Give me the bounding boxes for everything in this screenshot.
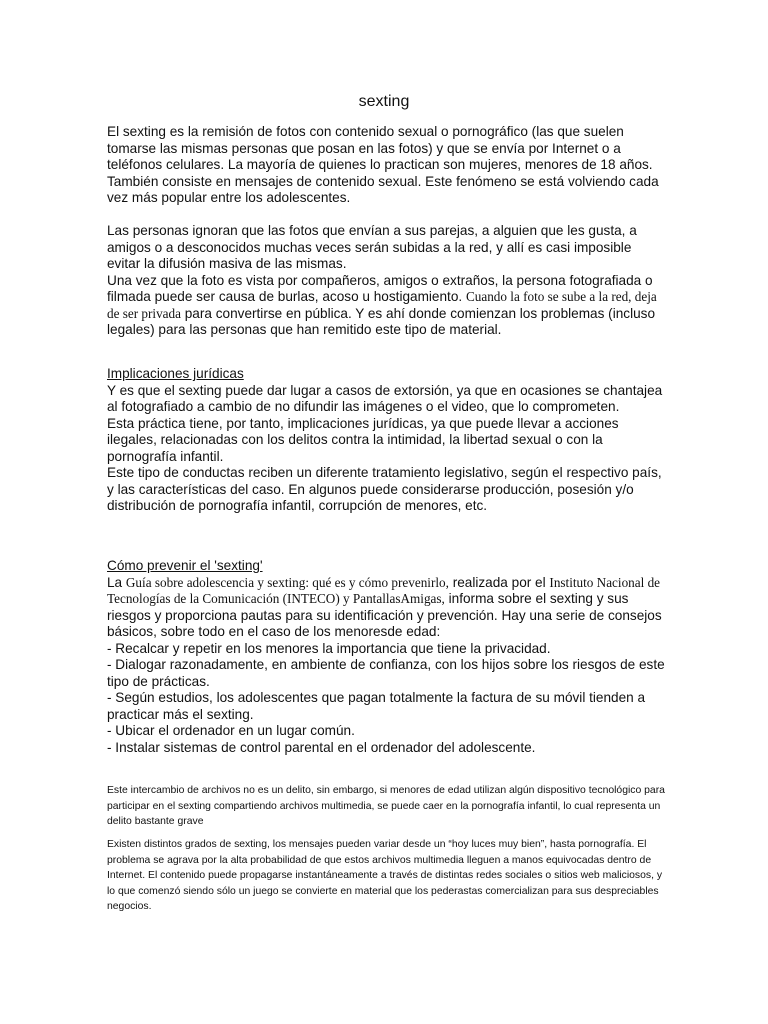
prevent-institute: Instituto Nacional de Tecnologías de la Comunicación (INTECO) y PantallasAmigas, [107, 574, 661, 606]
intro-text-2: Las personas ignoran que las fotos que envían a sus parejas, a alguien que les gusta, a amigos o a desconocidos muchas veces serán subidas a la red, y allí es casi imposible evitar la difusión masiva de las mismas. [107, 223, 637, 271]
prevent-made-by: realizada por el [452, 574, 546, 590]
intro-text-1: El sexting es la remisión de fotos con contenido sexual o pornográfico (las que suelen tomarse las mismas personas que posan en las fotos) y que se envía por Internet o a teléfonos celulares. La mayoría de quienes lo practican son mujeres, menores de 18 años. También consiste en mensajes de contenido sexual. Este fenómeno se está volviendo cada vez más popular entre los adolescentes. [107, 124, 659, 205]
intro-text-3a: Una vez que la foto es vista por compañeros, amigos o extraños, la persona fotografiada o filmada puede ser causa de burlas, acoso u hostigamiento. [107, 272, 653, 304]
prevent-rest: informa sobre el sexting y sus riesgos y proporciona pautas para su identificación y prevención. Hay una serie de consejos básicos, sobre todo en el caso de los menoresde edad: [107, 591, 662, 639]
prevent-intro [107, 575, 667, 641]
prevent-la: La [107, 574, 123, 590]
prevent-section [107, 558, 667, 756]
prevent-guide-title: Guía sobre adolescencia y sexting: qué es y cómo prevenirlo, [125, 574, 449, 590]
prevent-tip: - Dialogar razonadamente, en ambiente de confianza, con los hijos sobre los riesgos de este tipo de prácticas. [107, 657, 665, 689]
intro-text-3c: para convertirse en pública. Y es ahí donde comienzan los problemas (incluso legales) para las personas que han remitido este tipo de material. [107, 305, 656, 337]
footer-paragraph-1: Este intercambio de archivos no es un delito, sin embargo, si menores de edad utilizan algún dispositivo tecnológico para participar en el sexting compartiendo archivos multimedia, se puede caer en la pornografía infantil, lo cual representa un delito bastante grave [107, 785, 665, 827]
intro-paragraph-2 [107, 223, 667, 339]
legal-text-3: Este tipo de conductas reciben un diferente tratamiento legislativo, según el respectivo país, y las características del caso. En algunos puede considerarse producción, posesión y/o distribución de pornografía infantil, corrupción de menores, etc. [107, 465, 662, 513]
prevent-tip: - Ubicar el ordenador en un lugar común. [107, 723, 355, 738]
intro-text-3 [107, 273, 667, 339]
prevent-heading: Cómo prevenir el 'sexting' [107, 558, 263, 573]
prevent-tip: - Instalar sistemas de control parental en el ordenador del adolescente. [107, 739, 536, 755]
legal-heading: Implicaciones jurídicas [107, 366, 244, 381]
legal-text-2: Esta práctica tiene, por tanto, implicaciones jurídicas, ya que puede llevar a acciones ilegales, relacionadas con los delitos contra la intimidad, la libertad sexual o con la pornografía infantil. [107, 415, 619, 464]
prevent-tip: - Según estudios, los adolescentes que pagan totalmente la factura de su móvil tienden a practicar más el sexting. [107, 690, 646, 722]
legal-text-1: Y es que el sexting puede dar lugar a casos de extorsión, ya que en ocasiones se chantajea al fotografiado a cambio de no difundir las imágenes o el video, que lo comprometen. [107, 382, 663, 414]
intro-paragraph-1 [107, 124, 667, 207]
intro-text-3b: Cuando la foto se sube a la red, deja de ser privada [107, 289, 657, 321]
page-title: sexting [358, 93, 410, 110]
prevent-tip: - Recalcar y repetir en los menores la importancia que tiene la privacidad. [107, 640, 551, 656]
footer-paragraph-2: Existen distintos grados de sexting, los mensajes pueden variar desde un “hoy luces muy bien”, hasta pornografía. El problema se agrava por la alta probabilidad de que estos archivos multimedia lleguen a manos equivocadas dentro de Internet. El contenido puede propagarse instantáneamente a través de distintas redes sociales o sitios web maliciosos, y lo que comenzó siendo sólo un juego se convierte en material que los pederastas comercializan para sus despreciables negocios. [107, 839, 663, 912]
legal-section [107, 366, 667, 515]
